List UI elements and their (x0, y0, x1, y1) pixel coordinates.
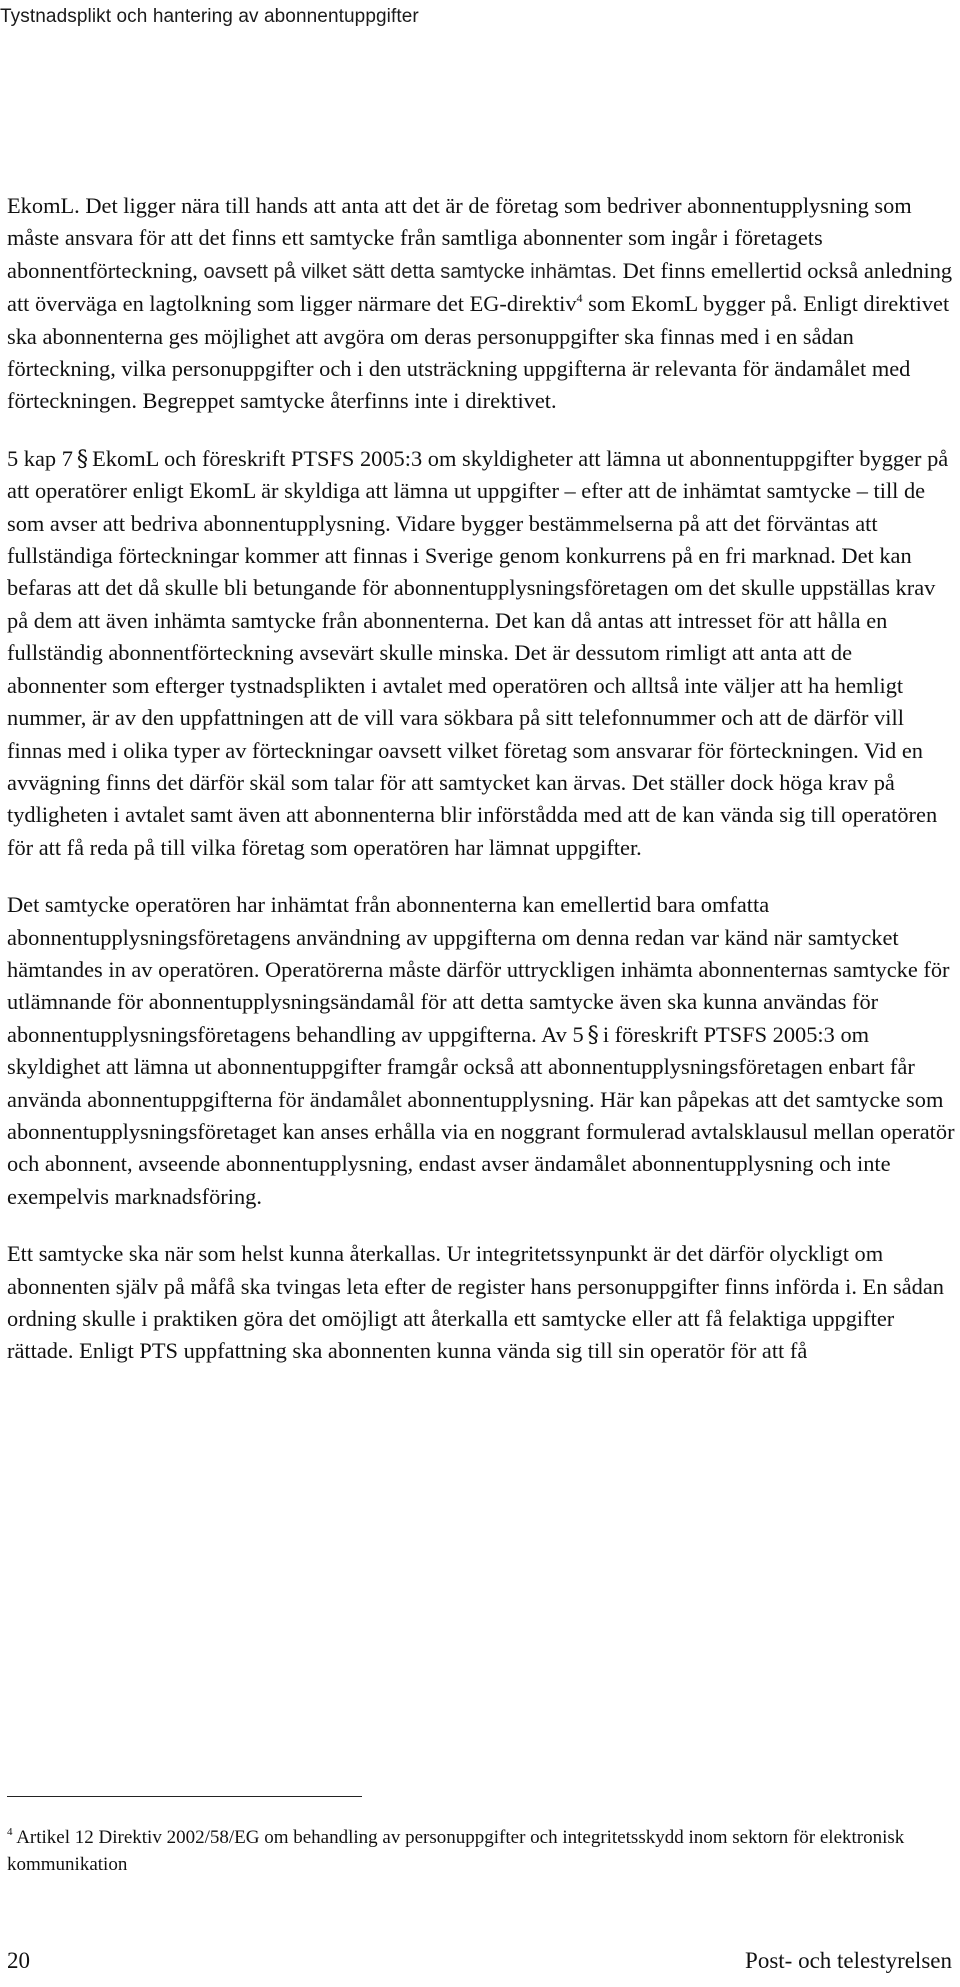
paragraph-3-after: i föreskrift PTSFS 2005:3 om skyldighet att lämna ut abonnentuppgifter framgår också att abonnentupplysningsföretagen enbart får använda abonnentuppgifterna för ändamålet abonnentupplysning. Här kan påpekas att det samtycke som abonnentupplysningsföretaget kan anses erhålla via en noggrant formulerad avtalsklausul mellan operatör och abonnent, avseende abonnentupplysning, endast avser ändamålet abonnentupplysning och inte exempelvis marknadsföring. (7, 1021, 955, 1209)
footnote (7, 1824, 952, 1878)
footnote-divider (7, 1796, 362, 1797)
section-mark: § (587, 1021, 599, 1048)
paragraph-1-middle: Det finns emellertid också anledning att överväga en lagtolkning som ligger närmare det EG-direktiv (7, 257, 953, 317)
paragraph-2 (7, 443, 957, 864)
running-header: Tystnadsplikt och hantering av abonnentuppgifter (0, 6, 419, 27)
paragraph-4 (7, 1238, 957, 1368)
paragraph-1-start: EkomL. Det ligger nära till hands att anta att det är de företag som bedriver abonnentupplysning som måste ansvara för att det finns ett samtycke från samtliga abonnenter som ingår i företagets abonnentförteckning, (7, 193, 912, 283)
paragraph-2-prefix: 5 kap 7 (7, 445, 73, 471)
footnote-reference[interactable]: 4 (576, 291, 583, 306)
paragraph-2-text: EkomL och föreskrift PTSFS 2005:3 om skyldigheter att lämna ut abonnentuppgifter bygger på att operatörer enligt EkomL är skyldiga att lämna ut uppgifter – efter att de inhämtat samtycke – till de som avser att bedriva abonnentupplysning. Vidare bygger bestämmelserna på att det förväntas att fullständiga förteckningar kommer att finnas i Sverige genom konkurrens på en fri marknad. Det kan befaras att det då skulle bli betungande för abonnentupplysningsföretagen om det skulle uppställas krav på dem att även inhämta samtycke från abonnenterna. Det kan då antas att intresset för att hålla en fullständig abonnentförteckning avsevärt skulle minska. Det är dessutom rimligt att anta att de abonnenter som efterger tystnadsplikten i avtalet med operatören och alltså inte väljer att ha hemligt nummer, är av den uppfattningen att de vill vara sökbara på sitt telefonnummer och att de därför vill finnas med i olika typer av förteckningar oavsett vilket företag som ansvarar för förteckningen. Vid en avvägning finns det därför skäl som talar för att samtycket kan ärvas. Det ställer dock höga krav på tydligheten i avtalet samt även att abonnenterna blir införstådda med att de kan vända sig till operatören för att få reda på till vilka företag som operatören har lämnat uppgifter. (7, 445, 949, 860)
paragraph-1 (7, 190, 957, 418)
paragraph-3 (7, 889, 957, 1213)
footnote-number: 4 (7, 1826, 13, 1838)
paragraph-4-text: Ett samtycke ska när som helst kunna återkallas. Ur integritetssynpunkt är det därför olyckligt om abonnenten själv på måfå ska tvingas leta efter de register hans personuppgifter finns införda i. En sådan ordning skulle i praktiken göra det omöjligt att återkalla ett samtycke eller att få felaktiga uppgifter rättade. Enligt PTS uppfattning ska abonnenten kunna vända sig till sin operatör för att få (7, 1241, 944, 1364)
paragraph-1-sans-run: oavsett på vilket sätt detta samtycke inhämtas. (197, 260, 617, 283)
paragraph-1-end: som EkomL bygger på. Enligt direktivet ska abonnenterna ges möjlighet att avgöra om deras personuppgifter ska finnas med i en sådan förteckning, vilka personuppgifter och i den utsträckning uppgifterna är relevanta för ändamålet med förteckningen. Begreppet samtycke återfinns inte i direktivet. (7, 291, 950, 414)
paragraph-3-before: Det samtycke operatören har inhämtat från abonnenterna kan emellertid bara omfatta abonnentupplysningsföretagens användning av uppgifterna om denna redan var känd när samtycket hämtandes in av operatören. Operatörerna måste därför uttryckligen inhämta abonnenternas samtycke för utlämnande för abonnentupplysningsändamål för att detta samtycke även ska kunna användas för abonnentupplysningsföretagens behandling av uppgifterna. Av 5 (7, 892, 950, 1047)
footnote-text: Artikel 12 Direktiv 2002/58/EG om behandling av personuppgifter och integritetsskydd inom sektorn för elektronisk kommunikation (7, 1827, 905, 1875)
footer-organization: Post- och telestyrelsen (745, 1948, 952, 1973)
body-text (7, 190, 957, 1368)
page-number: 20 (7, 1948, 30, 1973)
section-mark: § (76, 445, 89, 472)
